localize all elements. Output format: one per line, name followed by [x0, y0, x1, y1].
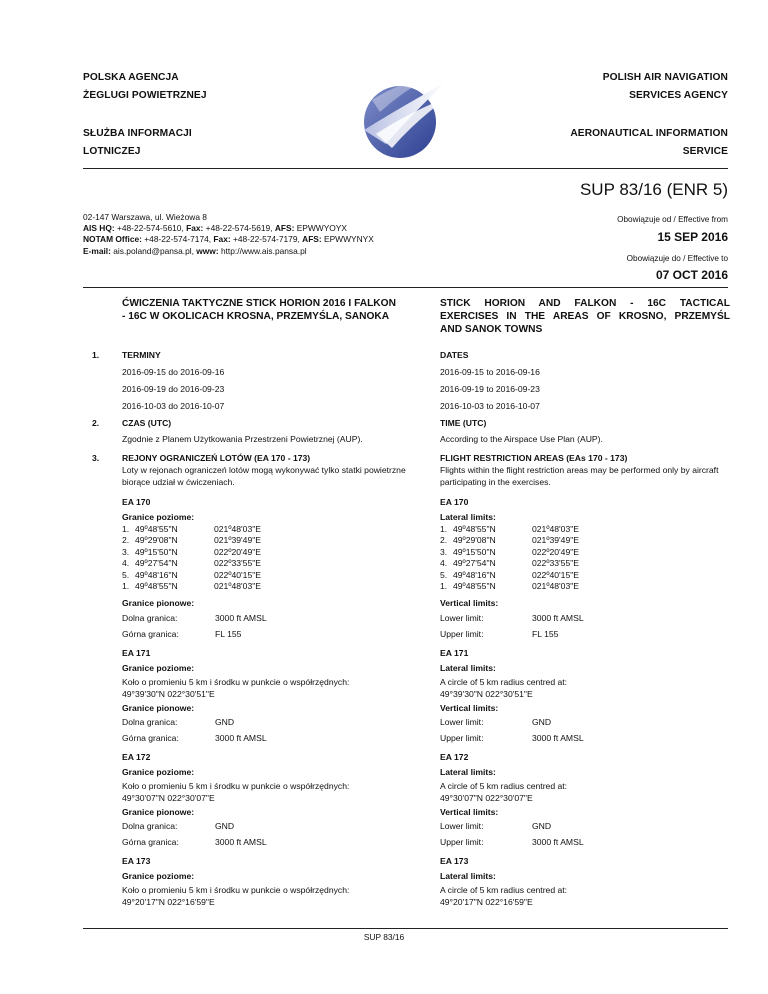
ea172-vertical-label-pl: Granice pionowe: — [122, 807, 195, 817]
agency-name-en-line1: POLISH AIR NAVIGATION — [602, 72, 728, 83]
ea171-circle-pl: Koło o promieniu 5 km i środku w punkcie o współrzędnych: 49°39'30"N 022°30'51"E — [122, 677, 350, 699]
section-1-date-en-2: 2016-09-19 to 2016-09-23 — [440, 384, 540, 394]
title-en: STICK HORION AND FALKON - 16C TACTICAL EXERCISES IN THE AREAS OF KROSNO, PRZEMYŚL AND SANOK TOWNS — [440, 298, 730, 335]
table-row: 1. 49º48'55"N 021º48'03"E — [122, 524, 262, 534]
ea170-points-en — [440, 524, 640, 592]
section-3-number: 3. — [92, 453, 100, 463]
ea171-name-pl: EA 171 — [122, 648, 151, 658]
section-3-text-pl: Loty w rejonach ograniczeń lotów mogą wykonywać tylko statki powietrzne biorące udział w ćwiczeniach. — [122, 465, 406, 487]
effective-from-date: 15 SEP 2016 — [657, 230, 728, 244]
ea172-circle-en: A circle of 5 km radius centred at: 49°30'07"N 022°30'07"E — [440, 781, 568, 803]
ea170-upper-label-pl: Górna granica: — [122, 629, 179, 639]
ea172-lateral-label-en: Lateral limits: — [440, 767, 496, 777]
ea173-lateral-label-en: Lateral limits: — [440, 871, 496, 881]
ea170-upper-value-en: FL 155 — [532, 629, 559, 639]
pansa-logo — [356, 70, 452, 170]
ea171-upper-label-pl: Górna granica: — [122, 733, 179, 743]
ea172-lower-label-en: Lower limit: — [440, 821, 484, 831]
ea170-lower-value-en: 3000 ft AMSL — [532, 613, 584, 623]
title-pl: ĆWICZENIA TAKTYCZNE STICK HORION 2016 I FALKON - 16C W OKOLICACH KROSNA, PRZEMYŚLA, SANOKA — [122, 298, 396, 322]
ea171-upper-value-pl: 3000 ft AMSL — [215, 733, 267, 743]
service-name-en-line2: SERVICE — [682, 146, 728, 157]
section-1-title-en: DATES — [440, 350, 469, 360]
ea171-upper-value-en: 3000 ft AMSL — [532, 733, 584, 743]
table-row: 1. 49º48'55"N 021º48'03"E — [440, 580, 580, 591]
ea170-vertical-label-en: Vertical limits: — [440, 598, 499, 608]
ea170-upper-label-en: Upper limit: — [440, 629, 484, 639]
ea170-lateral-label-pl: Granice poziome: — [122, 512, 195, 522]
table-row: 5. 49º48'16"N 022º40'15"E — [122, 569, 262, 580]
section-1-title-pl: TERMINY — [122, 350, 161, 360]
footer-rule — [83, 928, 728, 929]
ea170-upper-value-pl: FL 155 — [215, 629, 242, 639]
ea173-name-pl: EA 173 — [122, 856, 151, 866]
ea170-name-pl: EA 170 — [122, 497, 151, 507]
section-1-date-en-3: 2016-10-03 to 2016-10-07 — [440, 401, 540, 411]
table-row: 2. 49º29'08"N 021º39'49"E — [440, 535, 580, 546]
service-name-pl-line1: SŁUŻBA INFORMACJI — [83, 128, 192, 139]
section-2-title-pl: CZAS (UTC) — [122, 418, 172, 428]
ea171-lower-value-pl: GND — [215, 717, 235, 727]
ea172-vertical-label-en: Vertical limits: — [440, 807, 499, 817]
section-1-date-pl-2: 2016-09-19 do 2016-09-23 — [122, 384, 225, 394]
ea170-lower-value-pl: 3000 ft AMSL — [215, 613, 267, 623]
agency-name-en-line2: SERVICES AGENCY — [629, 90, 728, 101]
ea171-name-en: EA 171 — [440, 648, 469, 658]
ea172-lateral-label-pl: Granice poziome: — [122, 767, 195, 777]
section-1-date-en-1: 2016-09-15 to 2016-09-16 — [440, 367, 540, 377]
header-rule — [83, 168, 728, 169]
section-3-text-en: Flights within the flight restriction areas may be performed only by aircraft participating in the exercises. — [440, 465, 719, 487]
ea172-upper-value-en: 3000 ft AMSL — [532, 837, 584, 847]
ea171-vertical-label-en: Vertical limits: — [440, 703, 499, 713]
ea170-points-pl — [122, 524, 322, 592]
ea171-lower-label-pl: Dolna granica: — [122, 717, 178, 727]
section-1-number: 1. — [92, 350, 100, 360]
contact-block — [83, 212, 374, 257]
section-2-text-en: According to the Airspace Use Plan (AUP). — [440, 434, 603, 444]
ea172-name-en: EA 172 — [440, 752, 469, 762]
ea171-lower-value-en: GND — [532, 717, 552, 727]
ea172-name-pl: EA 172 — [122, 752, 151, 762]
section-2-number: 2. — [92, 418, 100, 428]
ea172-upper-value-pl: 3000 ft AMSL — [215, 837, 267, 847]
ea173-lateral-label-pl: Granice poziome: — [122, 871, 195, 881]
ea172-upper-label-en: Upper limit: — [440, 837, 484, 847]
ea170-vertical-label-pl: Granice pionowe: — [122, 598, 195, 608]
contact-email: E-mail: ais.poland@pansa.pl, www: http://www.ais.pansa.pl — [83, 245, 307, 256]
table-row: 1. 49º48'55"N 021º48'03"E — [122, 580, 262, 591]
ea172-lower-value-pl: GND — [215, 821, 235, 831]
table-row: 4. 49º27'54"N 022º33'55"E — [440, 558, 580, 569]
ea172-upper-label-pl: Górna granica: — [122, 837, 179, 847]
contact-ais-hq: AIS HQ: +48-22-574-5610, Fax: +48-22-574-5619, AFS: EPWWYOYX — [83, 223, 347, 234]
table-row: 1. 49º48'55"N 021º48'03"E — [440, 524, 580, 534]
agency-name-pl-line2: ŻEGLUGI POWIETRZNEJ — [83, 90, 207, 101]
ea172-lower-label-pl: Dolna granica: — [122, 821, 178, 831]
section-3-title-pl: REJONY OGRANICZEŃ LOTÓW (EA 170 - 173) — [122, 453, 311, 463]
table-row: 3. 49º15'50"N 022º20'49"E — [440, 546, 580, 557]
service-name-en-line1: AERONAUTICAL INFORMATION — [570, 128, 728, 139]
ea171-vertical-label-pl: Granice pionowe: — [122, 703, 195, 713]
effective-from-label: Obowiązuje od / Effective from — [617, 215, 728, 224]
contact-notam: NOTAM Office: +48-22-574-7174, Fax: +48-22-574-7179, AFS: EPWWYNYX — [83, 234, 374, 245]
ea173-circle-pl: Koło o promieniu 5 km i środku w punkcie o współrzędnych: 49°20'17"N 022°16'59"E — [122, 885, 350, 907]
ea172-lower-value-en: GND — [532, 821, 552, 831]
ea171-lower-label-en: Lower limit: — [440, 717, 484, 727]
agency-name-pl-line1: POLSKA AGENCJA — [83, 72, 179, 83]
ea171-lateral-label-en: Lateral limits: — [440, 663, 496, 673]
ea170-lower-label-en: Lower limit: — [440, 613, 484, 623]
ea171-circle-en: A circle of 5 km radius centred at: 49°39'30"N 022°30'51"E — [440, 677, 568, 699]
ea171-lateral-label-pl: Granice poziome: — [122, 663, 195, 673]
section-2-title-en: TIME (UTC) — [440, 418, 487, 428]
ea170-lateral-label-en: Lateral limits: — [440, 512, 496, 522]
ea172-circle-pl: Koło o promieniu 5 km i środku w punkcie o współrzędnych: 49°30'07"N 022°30'07"E — [122, 781, 350, 803]
section-1-date-pl-3: 2016-10-03 do 2016-10-07 — [122, 401, 225, 411]
ea170-name-en: EA 170 — [440, 497, 469, 507]
section-2-text-pl: Zgodnie z Planem Użytkowania Przestrzeni Powietrznej (AUP). — [122, 434, 363, 444]
contact-address: 02-147 Warszawa, ul. Wieżowa 8 — [83, 212, 207, 222]
section-3-title-en: FLIGHT RESTRICTION AREAS (EAs 170 - 173) — [440, 453, 628, 463]
table-row: 5. 49º48'16"N 022º40'15"E — [440, 569, 580, 580]
effective-to-date: 07 OCT 2016 — [655, 268, 728, 282]
footer-page-id: SUP 83/16 — [363, 932, 405, 942]
table-row: 4. 49º27'54"N 022º33'55"E — [122, 558, 262, 569]
service-name-pl-line2: LOTNICZEJ — [83, 146, 141, 157]
ea173-circle-en: A circle of 5 km radius centred at: 49°20'17"N 022°16'59"E — [440, 885, 568, 907]
contact-rule — [83, 287, 728, 288]
table-row: 3. 49º15'50"N 022º20'49"E — [122, 546, 262, 557]
ea171-upper-label-en: Upper limit: — [440, 733, 484, 743]
ea170-lower-label-pl: Dolna granica: — [122, 613, 178, 623]
ea173-name-en: EA 173 — [440, 856, 469, 866]
effective-to-label: Obowiązuje do / Effective to — [626, 254, 728, 263]
table-row: 2. 49º29'08"N 021º39'49"E — [122, 535, 262, 546]
section-1-date-pl-1: 2016-09-15 do 2016-09-16 — [122, 367, 225, 377]
sup-number: SUP 83/16 (ENR 5) — [579, 180, 728, 199]
